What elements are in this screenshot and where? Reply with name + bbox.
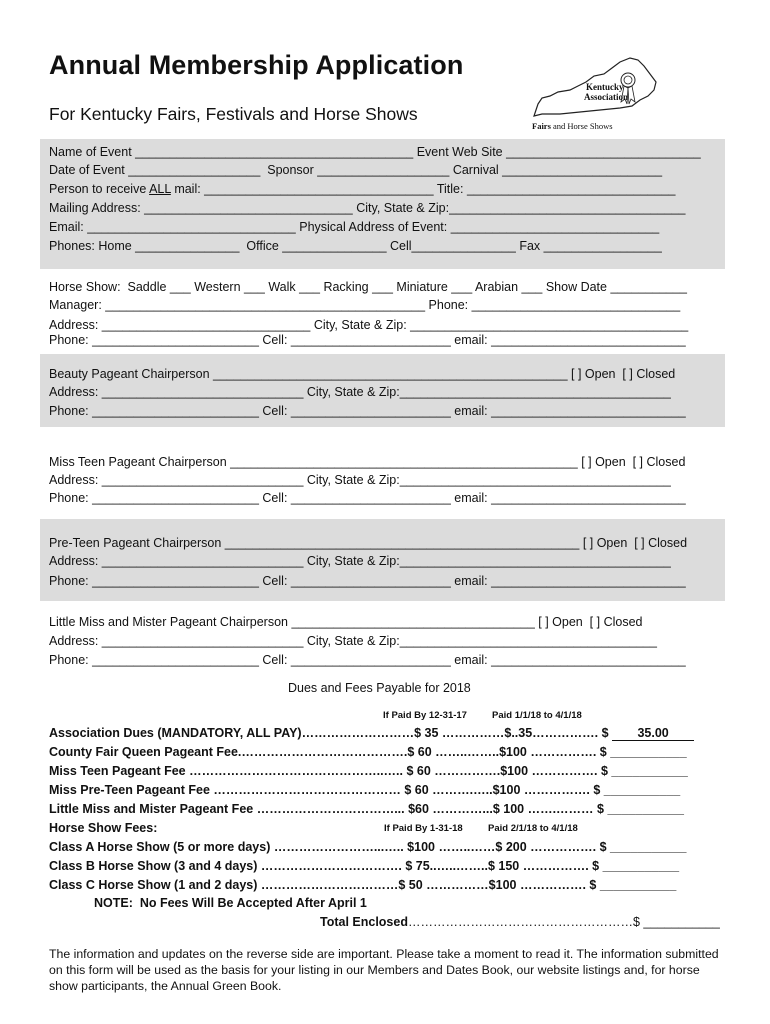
mail-contact-row[interactable] bbox=[49, 182, 721, 197]
footer-note: The information and updates on the reverse side are important. Please take a moment to read it. The information submitted on this form will be used as the basis for your listing in our Members and Dates Book, our website listings and, for horse show participants, the Annual Green Book. bbox=[49, 947, 719, 993]
preteen-chair-row[interactable]: Pre-Teen Pageant Chairperson ___________________________________________________ [ ] Open [ ] Closed bbox=[49, 536, 688, 550]
mail-contact-label-b: mail: _________________________________ Title: ______________________________ bbox=[170, 182, 676, 196]
horse-address-row[interactable]: Address: ______________________________ City, State & Zip: ________________________________________ bbox=[49, 318, 689, 332]
horse-phone-row[interactable]: Phone: ________________________ Cell: _______________________ email: ____________________________ bbox=[49, 333, 686, 347]
association-dues-amount[interactable]: 35.00 bbox=[612, 726, 694, 741]
pre-teen-fee-row[interactable]: Miss Pre-Teen Pageant Fee ……………………………………… $ 60 ……….…..$100 ……………. $ ___________ bbox=[49, 783, 681, 797]
littlemiss-phone-row[interactable]: Phone: ________________________ Cell: _______________________ email: ____________________________ bbox=[49, 653, 686, 667]
horse-show-type-row[interactable]: Horse Show: Saddle ___ Western ___ Walk ___ Racking ___ Miniature ___ Arabian ___ Show Date ___________ bbox=[49, 280, 687, 294]
missteen-phone-row[interactable]: Phone: ________________________ Cell: _______________________ email: ____________________________ bbox=[49, 491, 686, 505]
total-enclosed-line: ………………………………………………$ ___________ bbox=[407, 915, 720, 929]
miss-teen-fee-row[interactable]: Miss Teen Pageant Fee ………………………………………..….. $ 60 …………….$100 ……………. $ ___________ bbox=[49, 764, 688, 778]
missteen-chair-row[interactable]: Miss Teen Pageant Chairperson __________________________________________________ [ ] Open [ ] Closed bbox=[49, 455, 686, 469]
fees-deadline-note: NOTE: No Fees Will Be Accepted After April 1 bbox=[94, 896, 367, 910]
event-name-row[interactable]: Name of Event ________________________________________ Event Web Site ____________________________ bbox=[49, 145, 701, 159]
phones-row[interactable]: Phones: Home _______________ Office _______________ Cell_______________ Fax _________________ bbox=[49, 239, 662, 253]
littlemiss-chair-row[interactable]: Little Miss and Mister Pageant Chairperson ___________________________________ [ ] Open [ ] Closed bbox=[49, 615, 643, 629]
logo-line-2: Association bbox=[584, 92, 629, 102]
horse-fees-col-late: Paid 2/1/18 to 4/1/18 bbox=[488, 823, 578, 834]
mailing-address-row[interactable]: Mailing Address: ______________________________ City, State & Zip:__________________________________ bbox=[49, 201, 686, 215]
county-fair-fee-row[interactable]: County Fair Queen Pageant Fee.………………………………….$ 60 ……..……..$100 ……………. $ ___________ bbox=[49, 745, 687, 759]
mail-contact-all: ALL bbox=[149, 182, 171, 196]
preteen-phone-row[interactable]: Phone: ________________________ Cell: _______________________ email: ____________________________ bbox=[49, 574, 686, 588]
class-b-fee-row[interactable]: Class B Horse Show (3 and 4 days) ……………………………. $ 75..…..……..$ 150 ……………. $ ___________ bbox=[49, 859, 680, 873]
svg-text:Fairs and Horse Shows bbox=[532, 121, 613, 131]
little-miss-fee-row[interactable]: Little Miss and Mister Pageant Fee ……………………………... $60 …………...$ 100 …….……… $ ___________ bbox=[49, 802, 684, 816]
preteen-address-row[interactable]: Address: _____________________________ City, State & Zip:_______________________________________ bbox=[49, 554, 671, 568]
class-c-fee-row[interactable]: Class C Horse Show (1 and 2 days) ……………………………$ 50 ……………$100 ……………. $ ___________ bbox=[49, 878, 677, 892]
beauty-phone-row[interactable]: Phone: ________________________ Cell: _______________________ email: ____________________________ bbox=[49, 404, 686, 418]
total-enclosed-row[interactable] bbox=[320, 915, 720, 929]
fees-col-early: If Paid By 12-31-17 bbox=[383, 710, 467, 721]
fees-col-late: Paid 1/1/18 to 4/1/18 bbox=[492, 710, 582, 721]
association-dues-row bbox=[49, 726, 694, 741]
littlemiss-address-row[interactable]: Address: _____________________________ City, State & Zip:_____________________________________ bbox=[49, 634, 657, 648]
kentucky-association-logo bbox=[520, 52, 660, 136]
beauty-chair-row[interactable]: Beauty Pageant Chairperson ___________________________________________________ [ ] Open [ ] Closed bbox=[49, 367, 676, 381]
horse-fees-col-early: If Paid By 1-31-18 bbox=[384, 823, 463, 834]
class-a-fee-row[interactable]: Class A Horse Show (5 or more days) ……………………...….. $100 ……..……$ 200 ……………. $ ___________ bbox=[49, 840, 687, 854]
logo-line-3a: Fairs bbox=[532, 121, 551, 131]
horse-fees-label: Horse Show Fees: bbox=[49, 821, 158, 835]
missteen-address-row[interactable]: Address: _____________________________ City, State & Zip:_______________________________________ bbox=[49, 473, 671, 487]
email-row[interactable]: Email: ______________________________ Physical Address of Event: ______________________________ bbox=[49, 220, 660, 234]
logo-line-3b: and Horse Shows bbox=[550, 121, 613, 131]
horse-manager-row[interactable]: Manager: ______________________________________________ Phone: ______________________________ bbox=[49, 298, 681, 312]
mail-contact-label-a: Person to receive bbox=[49, 182, 150, 196]
event-date-row[interactable]: Date of Event ___________________ Sponsor ___________________ Carnival _______________________ bbox=[49, 163, 663, 177]
fees-heading: Dues and Fees Payable for 2018 bbox=[288, 681, 471, 695]
page-title: Annual Membership Application bbox=[49, 50, 464, 80]
beauty-address-row[interactable]: Address: _____________________________ City, State & Zip:_______________________________________ bbox=[49, 385, 671, 399]
page-subtitle: For Kentucky Fairs, Festivals and Horse Shows bbox=[49, 104, 418, 124]
association-dues-label: Association Dues (MANDATORY, ALL PAY)………………………$ 35 ……………$..35……………. $ bbox=[49, 726, 609, 740]
logo-line-1: Kentucky bbox=[586, 82, 624, 92]
total-enclosed-label: Total Enclosed bbox=[320, 915, 408, 929]
